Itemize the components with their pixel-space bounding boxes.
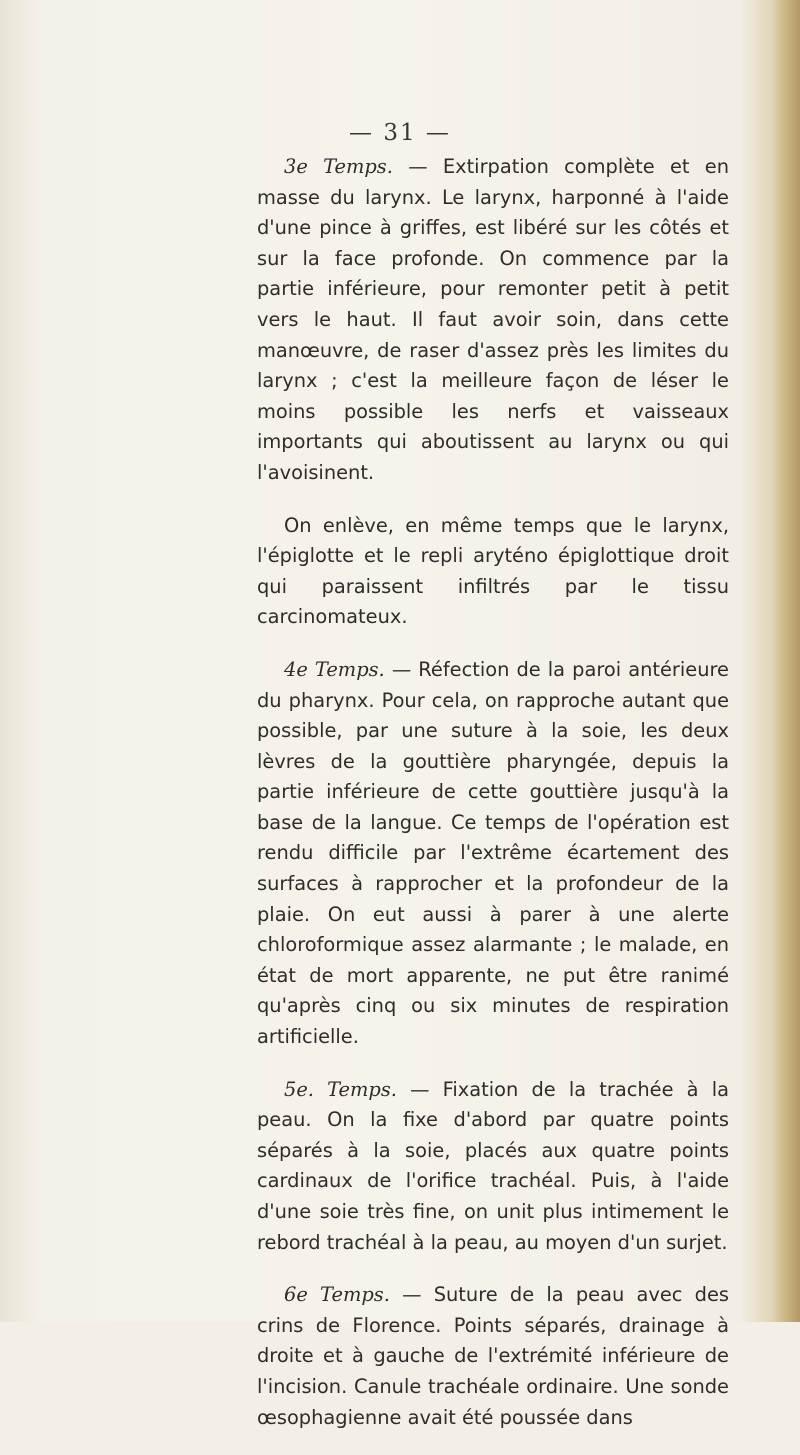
paragraph-temps-5: [257, 1075, 729, 1259]
paragraph-temps-6: [257, 1280, 729, 1433]
paragraph-text: — Réfection de la paroi antérieure du pharynx. Pour cela, on rapproche autant que possible, par une suture à la soie, les deux lèvres de la gouttière pharyngée, depuis la partie inférieure de cette gouttière jusqu'à la base de la langue. Ce temps de l'opération est rendu difficile par l'extrême écartement des surfaces à rapprocher et la profondeur de la plaie. On eut aussi à parer à une alerte chloroformique assez alarmante ; le malade, en état de mort apparente, ne put être ranimé qu'après cinq ou six minutes de respiration artificielle.: [257, 657, 729, 1049]
page-number: — 31 —: [349, 120, 451, 146]
paragraph-label: 3e Temps.: [284, 155, 393, 178]
body-text: [257, 152, 729, 1455]
paragraph-text: — Suture de la peau avec des crins de Florence. Points séparés, drainage à droite et à gauche de l'extrémité inférieure de l'incision. Canule trachéale ordinaire. Une sonde œsophagienne avait été poussée dans: [257, 1283, 730, 1429]
paragraph-temps-4: [257, 655, 729, 1053]
paragraph-text: On enlève, en même temps que le larynx, l'épiglotte et le repli aryténo épiglottique droit qui paraissent infiltrés par le tissu carcinomateux.: [257, 513, 729, 629]
paragraph-text: — Extirpation complète et en masse du larynx. Le larynx, harponné à l'aide d'une pince à griffes, est libéré sur les côtés et sur la face profonde. On commence par la partie inférieure, pour remonter petit à petit vers le haut. Il faut avoir soin, dans cette manœuvre, de raser d'assez près les limites du larynx ; c'est la meilleure façon de léser le moins possible les nerfs et vaisseaux importants qui aboutissent au larynx ou qui l'avoisinent.: [257, 155, 729, 484]
paragraph-temps-3-continued: [257, 511, 729, 633]
paragraph-label: 6e Temps.: [284, 1283, 390, 1307]
paragraph-label: 5e. Temps.: [284, 1077, 397, 1101]
page-edge-shadow: [772, 0, 800, 1322]
paragraph-temps-3: [257, 152, 729, 489]
paragraph-text: — Fixation de la trachée à la peau. On la fixe d'abord par quatre points séparés à la soie, placés aux quatre points cardinaux de l'orifice trachéal. Puis, à l'aide d'une soie très fine, on unit plus intimement le rebord trachéal à la peau, au moyen d'un surjet.: [257, 1077, 729, 1254]
paragraph-label: 4e Temps.: [284, 657, 385, 681]
